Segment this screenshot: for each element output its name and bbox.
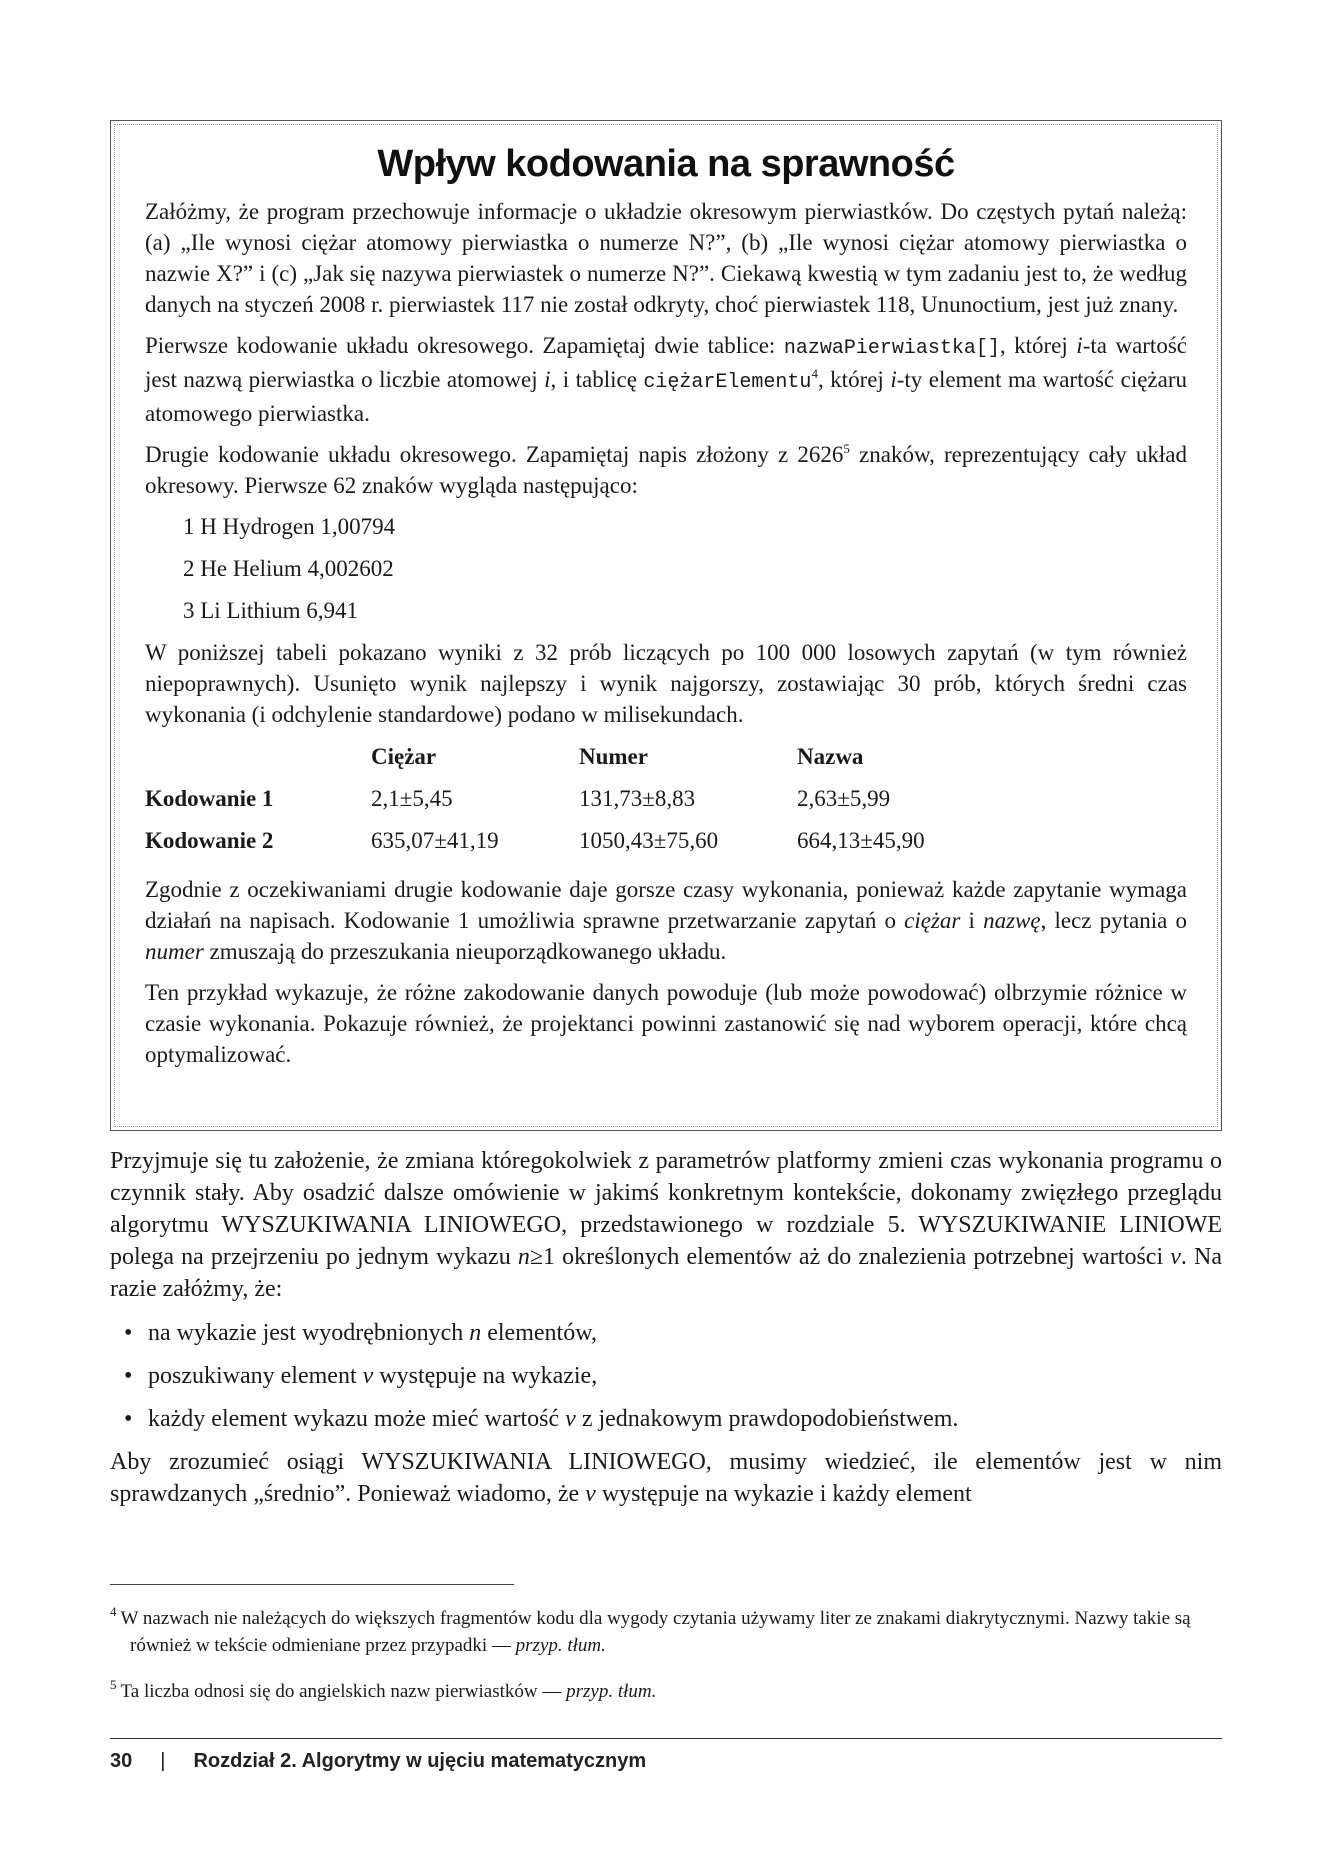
sidebar-intro: Załóżmy, że program przechowuje informacje o układzie okresowym pierwiastków. Do częstych pytań należą: (a) „Ile wynosi ciężar atomowy pierwiastka o numerze N?”, (b) „Ile wynosi ciężar atomowy pierwiastka o nazwie X?” i (c) „Jak się nazywa pierwiastek o numerze N?”. Ciekawą kwestią w tym zadaniu jest to, że według danych na styczeń 2008 r. pierwiastek 117 nie został odkryty, choć pierwiastek 118, Ununoctium, jest już znany. [145, 199, 1187, 317]
code-nazwa-pierwiastka: nazwaPierwiastka[] [783, 337, 1000, 360]
footnote: $^5$ Ta liczba odnosi się do angielskich nazw pierwiastków — przyp. tłum. [110, 1677, 657, 1702]
table-header-row [145, 740, 925, 780]
example-line: 2 He Helium 4,002602 [183, 556, 394, 581]
sidebar-title: Wpływ kodowania na sprawność [377, 143, 955, 185]
table-header: Numer [579, 744, 648, 769]
footnotes [110, 1598, 1222, 1717]
example-line: 3 Li Lithium 6,941 [183, 598, 359, 623]
bullet-icon: • [124, 1363, 133, 1389]
table-cell: 2,1±5,45 [371, 786, 453, 811]
chapter-title: Rozdział 2. Algorytmy w ujęciu matematycznym [193, 1750, 647, 1772]
table-row [145, 822, 925, 864]
table-cell: Kodowanie 2 [145, 828, 274, 853]
list-item: • każdy element wykazu może mieć wartość v z jednakowym prawdopodobieństwem. [124, 1403, 1222, 1435]
main-paragraph: Przyjmuje się tu założenie, że zmiana któregokolwiek z parametrów platformy zmieni czas wykonania programu o czynnik stały. Aby osadzić dalsze omówienie w jakimś konkretnym kontekście, dokonamy zwięzłego przeglądu algorytmu WYSZUKIWANIA LINIOWEGO, przedstawionego w rozdziale 5. WYSZUKIWANIE LINIOWE polega na przejrzeniu po jednym wykazu n≥1 określonych elementów aż do znalezienia potrzebnej wartości v. Na razie załóżmy, że: [110, 1148, 1222, 1302]
closing-paragraph: Ten przykład wykazuje, że różne zakodowanie danych powoduje (lub może powodować) olbrzymie różnice w czasie wykonania. Pokazuje również, że projektanci powinni zastanowić się nad wyborem operacji, które chcą optymalizować. [145, 980, 1187, 1067]
table-cell: 2,63±5,99 [797, 786, 891, 811]
footnote-ref-4: 4 [811, 366, 818, 381]
table-intro: W poniższej tabeli pokazano wyniki z 32 prób liczących po 100 000 losowych zapytań (w tym również niepoprawnych). Usunięto wynik najlepszy i wynik najgorszy, zostawiając 30 prób, których średni czas wykonania (i odchylenie standardowe) podano w milisekundach. [145, 640, 1187, 727]
table-cell: 1050,43±75,60 [579, 828, 719, 853]
example-line: 1 H Hydrogen 1,00794 [183, 514, 396, 539]
table-header: Nazwa [797, 744, 864, 769]
page-number: 30 [110, 1750, 133, 1772]
bullet-icon: • [124, 1320, 133, 1346]
footnote-divider [110, 1584, 514, 1585]
table-row [145, 780, 925, 822]
table-header [145, 740, 371, 780]
footer-separator: | [160, 1750, 166, 1772]
table-cell: 635,07±41,19 [371, 828, 499, 853]
code-ciezar-elementu: ciężarElementu [643, 371, 812, 394]
encoding1-paragraph: Pierwsze kodowanie układu okresowego. Zapamiętaj dwie tablice: nazwaPierwiastka[], której i-ta wartość jest nazwą pierwiastka o liczbie atomowej i, i tablicę ciężarElementu$^4$, której i-ty element ma wartość ciężaru atomowego pierwiastka. [145, 333, 1188, 426]
main-paragraph: Aby zrozumieć osiągi WYSZUKIWANIA LINIOWEGO, musimy wiedzieć, ile elementów jest w nim sprawdzanych „średnio”. Ponieważ wiadomo, że v występuje na wykazie i każdy element [110, 1449, 1222, 1507]
table-cell: 131,73±8,83 [579, 786, 696, 811]
table-cell: 664,13±45,90 [797, 828, 925, 853]
encoding2-paragraph: Drugie kodowanie układu okresowego. Zapamiętaj napis złożony z 2626$^5$ znaków, reprezentujący cały układ okresowy. Pierwsze 62 znaków wygląda następująco: [145, 441, 1188, 498]
table-cell: Kodowanie 1 [145, 786, 274, 811]
footnote-ref-5: 5 [843, 441, 850, 456]
footnote: $^4$ W nazwach nie należących do większych fragmentów kodu dla wygody czytania używamy liter ze znakami diakrytycznymi. Nazwy takie są również w tekście odmieniane przez przypadki — przyp. tłum. [110, 1604, 1191, 1656]
page-footer [110, 1750, 646, 1773]
results-table [145, 740, 925, 864]
list-item: • poszukiwany element v występuje na wykazie, [124, 1360, 1222, 1392]
sidebar-box [110, 120, 1222, 1131]
bullet-icon: • [124, 1406, 133, 1432]
main-text [110, 1145, 1222, 1522]
conclusion-paragraph: Zgodnie z oczekiwaniami drugie kodowanie daje gorsze czasy wykonania, ponieważ każde zapytanie wymaga działań na napisach. Kodowanie 1 umożliwia sprawne przetwarzanie zapytań o ciężar i nazwę, lecz pytania o numer zmuszają do przeszukania nieuporządkowanego układu. [145, 877, 1188, 964]
list-item: • na wykazie jest wyodrębnionych n elementów, [124, 1317, 1222, 1349]
footer-divider [110, 1738, 1222, 1739]
bullet-list [124, 1317, 1222, 1435]
table-header: Ciężar [371, 744, 437, 769]
